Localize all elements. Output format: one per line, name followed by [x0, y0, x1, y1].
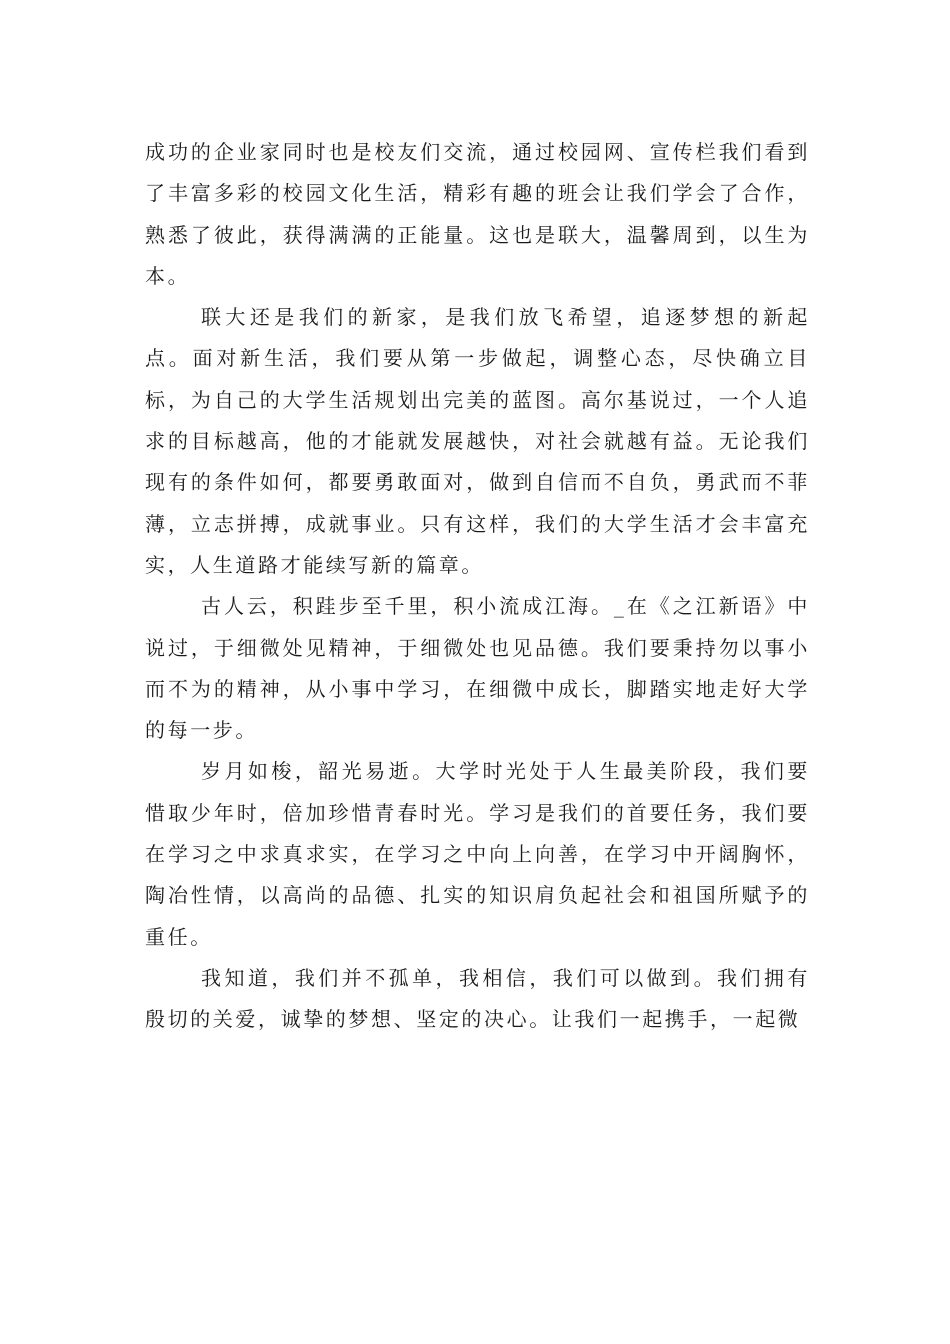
paragraph-4: 岁月如梭，韶光易逝。大学时光处于人生最美阶段，我们要惜取少年时，倍加珍惜青春时光。学习是我们的首要任务，我们要在学习之中求真求实，在学习之中向上向善，在学习中开阔胸怀，陶冶性情，以高尚的品德、扎实的知识肩负起社会和祖国所赋予的重任。: [145, 759, 810, 949]
paragraph-5: 我知道，我们并不孤单，我相信，我们可以做到。我们拥有殷切的关爱，诚挚的梦想、坚定的决心。让我们一起携手，一起微: [145, 965, 810, 1032]
paragraph-3: 古人云，积跬步至千里，积小流成江海。_在《之江新语》中说过，于细微处见精神，于细微处也见品德。我们要秉持勿以事小而不为的精神，从小事中学习，在细微中成长，脚踏实地走好大学的每一步。: [145, 594, 810, 743]
paragraph-1: 成功的企业家同时也是校友们交流，通过校园网、宣传栏我们看到了丰富多彩的校园文化生活，精彩有趣的班会让我们学会了合作，熟悉了彼此，获得满满的正能量。这也是联大，温馨周到，以生为本。: [145, 140, 810, 288]
paragraph-2: 联大还是我们的新家，是我们放飞希望，追逐梦想的新起点。面对新生活，我们要从第一步做起，调整心态，尽快确立目标，为自己的大学生活规划出完美的蓝图。高尔基说过，一个人追求的目标越高，他的才能就发展越快，对社会就越有益。无论我们现有的条件如何，都要勇敢面对，做到自信而不自负，勇武而不菲薄，立志拼搏，成就事业。只有这样，我们的大学生活才会丰富充实，人生道路才能续写新的篇章。: [145, 305, 810, 577]
document-body: [145, 132, 810, 1041]
